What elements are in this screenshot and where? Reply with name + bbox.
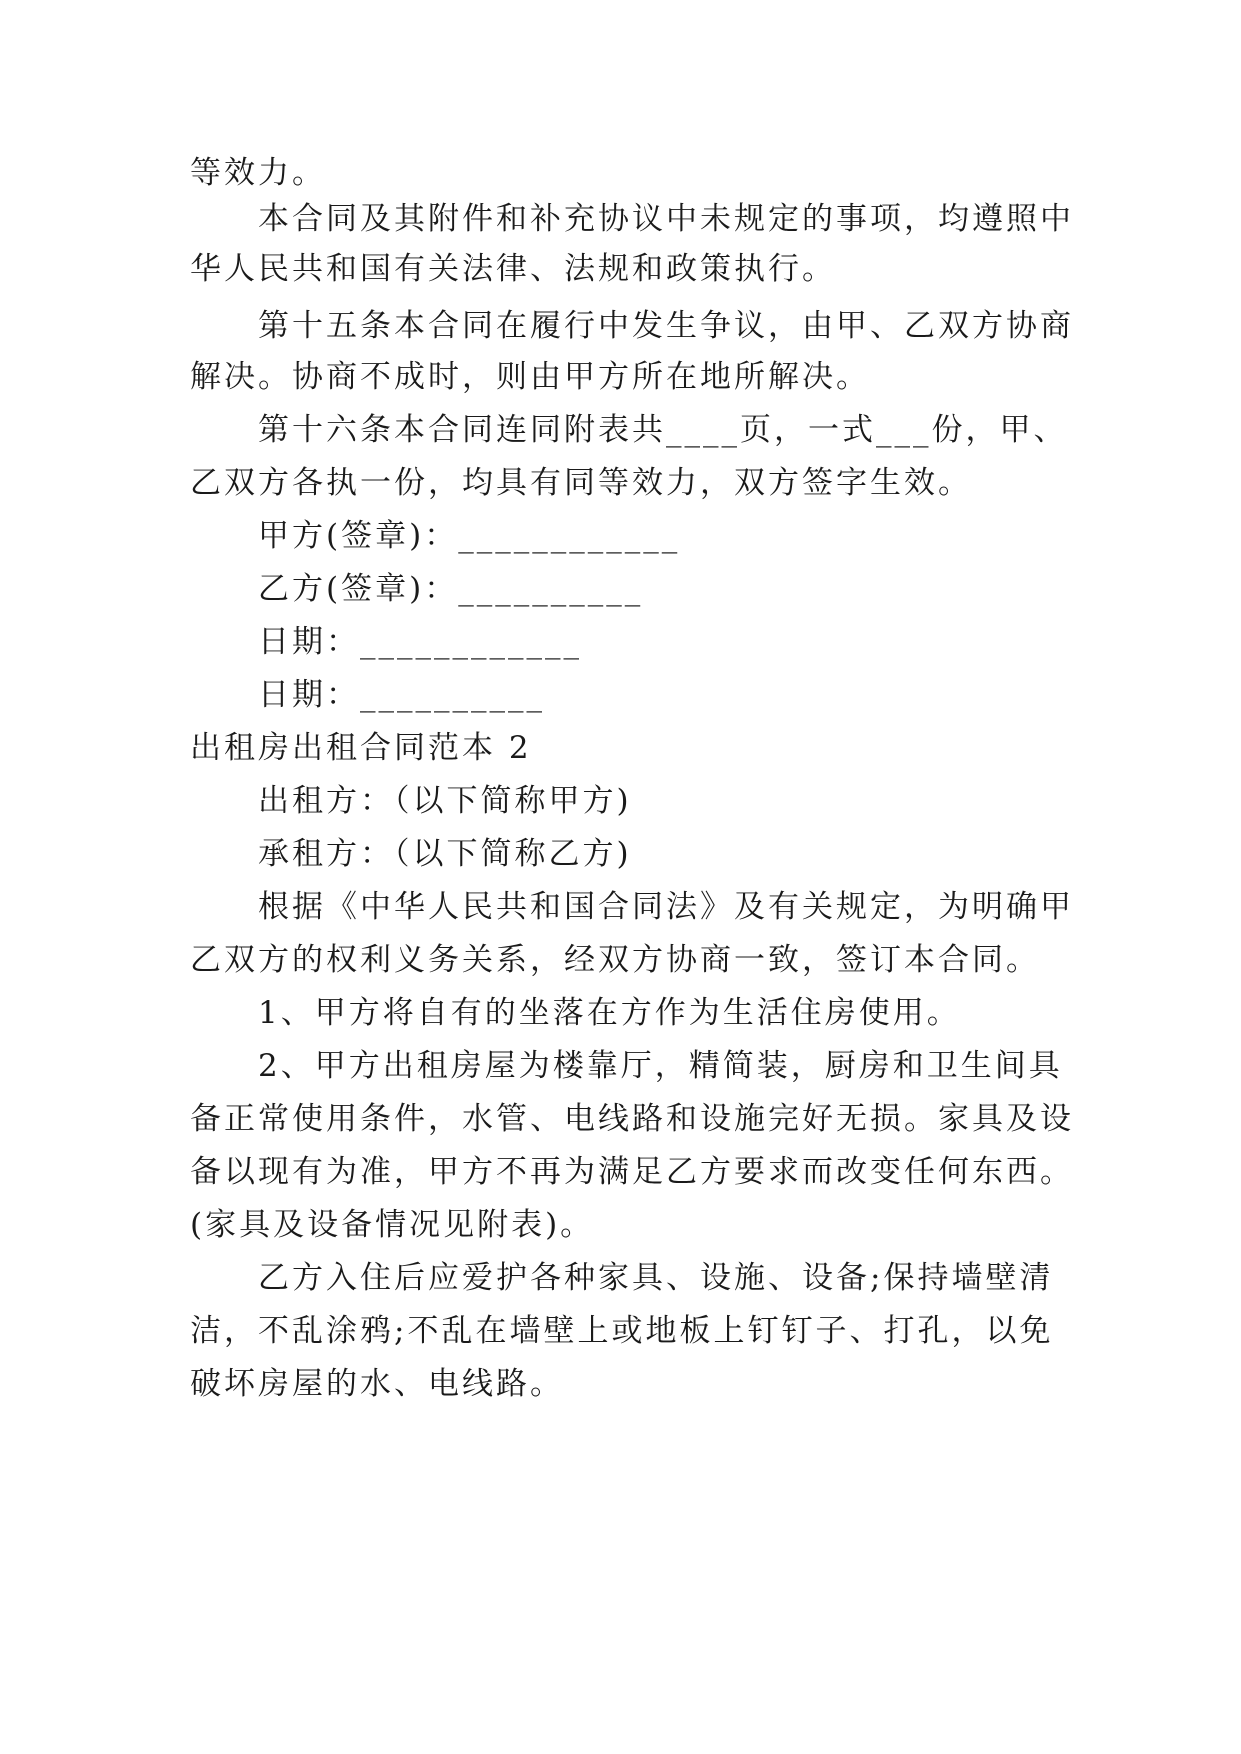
paragraph-line: 第十六条本合同连同附表共____页，一式___份，甲、 — [258, 412, 1068, 448]
section-title: 出租房出租合同范本 2 — [190, 730, 532, 766]
paragraph-line: 1、甲方将自有的坐落在方作为生活住房使用。 — [258, 995, 961, 1031]
text-line: 备以现有为准，甲方不再为满足乙方要求而改变任何东西。 — [190, 1154, 1074, 1190]
text-line: 华人民共和国有关法律、法规和政策执行。 — [190, 251, 836, 287]
text-line: 破坏房屋的水、电线路。 — [190, 1366, 564, 1402]
paragraph-line: 根据《中华人民共和国合同法》及有关规定，为明确甲 — [258, 889, 1074, 925]
signature-line-party-a: 甲方(签章)：____________ — [258, 518, 681, 554]
paragraph-line: 本合同及其附件和补充协议中未规定的事项，均遵照中 — [258, 201, 1074, 237]
text-line: 乙双方各执一份，均具有同等效力，双方签字生效。 — [190, 465, 972, 501]
date-line: 日期：__________ — [258, 677, 545, 713]
signature-line-party-b: 乙方(签章)：__________ — [258, 571, 644, 607]
lessor-line: 出租方：（以下简称甲方) — [258, 783, 632, 819]
text-line: (家具及设备情况见附表)。 — [190, 1207, 595, 1243]
text-line: 乙双方的权利义务关系，经双方协商一致，签订本合同。 — [190, 942, 1040, 978]
text-line: 备正常使用条件，水管、电线路和设施完好无损。家具及设 — [190, 1101, 1074, 1137]
date-line: 日期：____________ — [258, 624, 582, 660]
text-line: 洁，不乱涂鸦;不乱在墙壁上或地板上钉钉子、打孔，以免 — [190, 1313, 1054, 1349]
text-line: 解决。协商不成时，则由甲方所在地所解决。 — [190, 359, 870, 395]
paragraph-line: 乙方入住后应爱护各种家具、设施、设备;保持墙壁清 — [258, 1260, 1054, 1296]
lessee-line: 承租方：（以下简称乙方) — [258, 836, 632, 872]
paragraph-line: 第十五条本合同在履行中发生争议，由甲、乙双方协商 — [258, 308, 1074, 344]
text-line: 等效力。 — [190, 155, 326, 191]
paragraph-line: 2、甲方出租房屋为楼靠厅，精简装，厨房和卫生间具 — [258, 1048, 1063, 1084]
